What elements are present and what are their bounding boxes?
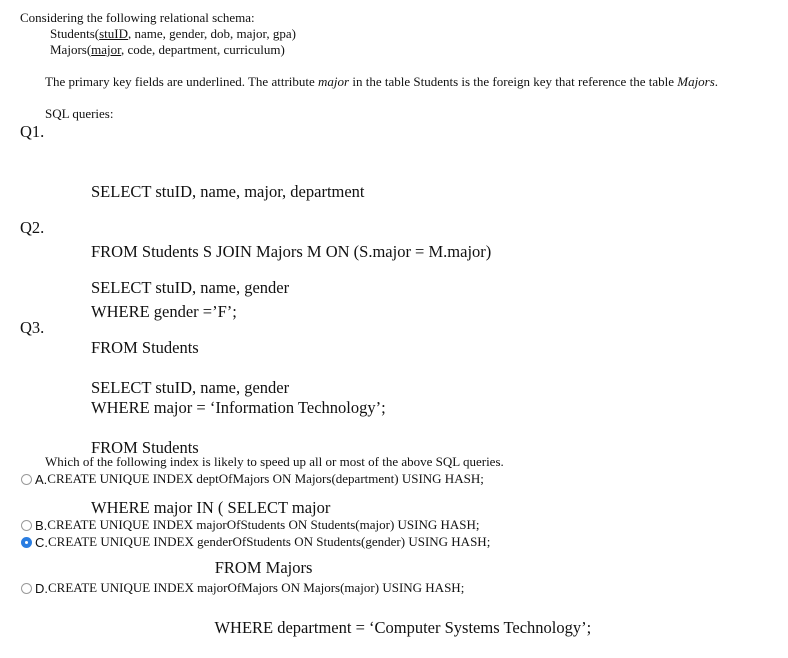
option-a[interactable] [21,471,484,487]
query-line: WHERE department = ‘Computer Systems Technology’; [91,618,592,637]
note-part2: in the table Students is the foreign key that reference the table [349,74,678,89]
query-line: FROM Students S JOIN Majors M ON (S.major = M.major) [91,242,492,261]
option-letter: D. [35,580,48,596]
intro-text: Considering the following relational schema: [20,10,255,25]
query-label-q2: Q2. [20,218,45,237]
radio-button-icon[interactable] [21,520,32,531]
query-line: WHERE major = ‘Information Technology’; [91,398,386,417]
query-line: SELECT stuID, name, gender [91,378,290,397]
schema-majors-prefix: Majors( [50,42,92,57]
schema-majors [50,42,285,58]
schema-majors-rest: , code, department, curriculum) [120,42,285,57]
schema-students-pk: stuID [99,26,129,41]
query-label-q1: Q1. [20,122,45,141]
query-line: FROM Majors [91,558,313,577]
note-em-major: major [318,74,350,89]
query-line: WHERE major IN ( SELECT major [91,498,331,517]
option-d[interactable] [21,580,464,596]
option-text: CREATE UNIQUE INDEX genderOfStudents ON Students(gender) USING HASH; [48,534,491,549]
option-letter: B. [35,517,48,533]
option-text: CREATE UNIQUE INDEX deptOfMajors ON Majors(department) USING HASH; [47,471,484,486]
option-text: CREATE UNIQUE INDEX majorOfMajors ON Majors(major) USING HASH; [48,580,465,595]
option-c[interactable] [21,534,490,550]
option-letter: C. [35,534,48,550]
query-line: FROM Students [91,338,199,357]
schema-majors-pk: major [91,42,121,57]
sql-heading: SQL queries: [45,106,114,121]
option-b[interactable] [21,517,480,533]
schema-students-prefix: Students( [50,26,100,41]
query-label-q3: Q3. [20,318,45,337]
query-q3 [91,338,591,658]
radio-button-icon[interactable] [21,583,32,594]
schema-students-rest: , name, gender, dob, major, gpa) [128,26,296,41]
query-line: SELECT stuID, name, major, department [91,182,365,201]
radio-button-icon[interactable] [21,537,32,548]
option-letter: A. [35,471,48,487]
query-line: FROM Students [91,438,199,457]
note-em-majors: Majors [677,74,715,89]
query-line: SELECT stuID, name, gender [91,278,290,297]
query-line: WHERE gender =’F’; [91,302,237,321]
schema-students [50,26,296,42]
question-text: Which of the following index is likely to speed up all or most of the above SQL queries. [45,454,504,469]
radio-button-icon[interactable] [21,474,32,485]
note-part3: . [714,74,719,89]
note-part1: The primary key fields are underlined. The attribute [45,74,319,89]
option-text: CREATE UNIQUE INDEX majorOfStudents ON Students(major) USING HASH; [47,517,480,532]
schema-note [45,74,718,90]
